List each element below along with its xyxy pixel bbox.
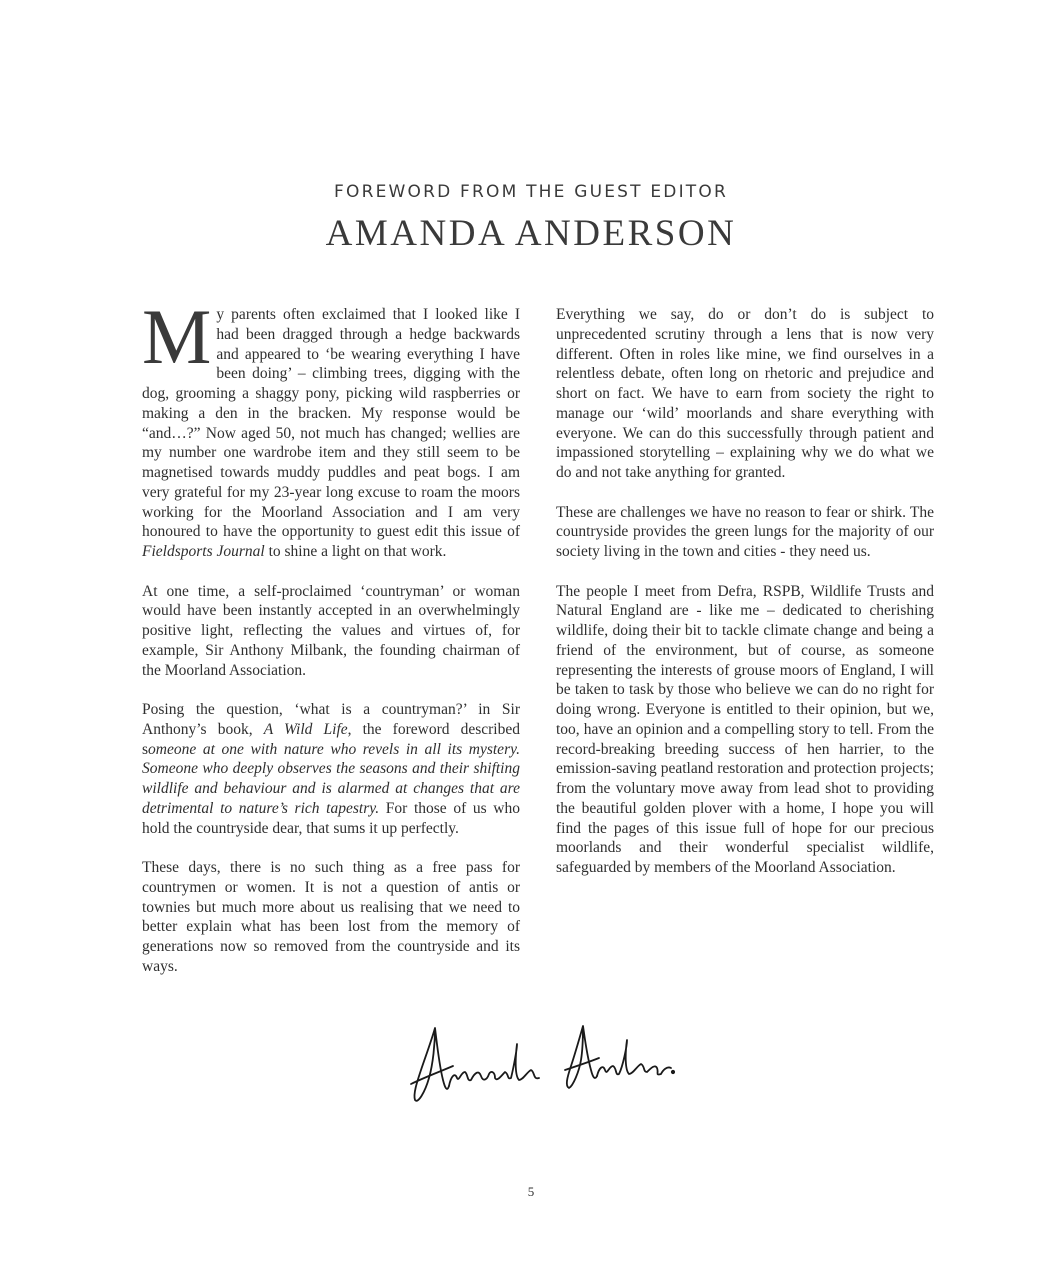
paragraph: These days, there is no such thing as a free pass for countrymen or women. It is not a question of antis or townies but much more about us realising that we need to better explain what has been lost from the memory of generations now so removed from the countryside and its ways.: [142, 859, 520, 975]
article-header: [0, 180, 1062, 256]
paragraph: At one time, a self-proclaimed ‘countryman’ or woman would have been instantly accepted in an overwhelmingly positive light, reflecting the values and virtues of, for example, Sir Anthony Milbank, the founding chairman of the Moorland Association.: [142, 582, 520, 679]
journal-title: Fieldsports Journal: [142, 543, 265, 560]
paragraph: Everything we say, do or don’t do is subject to unprecedented scrutiny through a lens that is now very different. Often in roles like mine, we find ourselves in a relentless debate, often long on rhetoric and prejudice and short on fact. We have to earn from society the right to manage our ‘wild’ moorlands and share everything with everyone. We can do this successfully through patient and impassioned storytelling – explaining why we do what we do and not take anything for granted.: [556, 306, 934, 481]
paragraph: The people I meet from Defra, RSPB, Wildlife Trusts and Natural England are - like me – dedicated to cherishing wildlife, doing their bit to tackle climate change and being a friend of the environment, but of course, as someone representing the interests of grouse moors of England, I will be taken to task by those who believe we can do no right for doing wrong. Everyone is entitled to their opinion, but we, too, have an opinion and a compelling story to tell. From the record-breaking breeding success of hen harrier, to the emission-saving peatland restoration and protection projects; from the voluntary move away from lead shot to providing the beautiful golden plover with a home, I hope you will find the pages of this issue full of hope for our precious moorlands and their wonderful specialist wildlife, safeguarded by members of the Moorland Association.: [556, 582, 934, 876]
quote: omeone at one with nature who revels in all its mystery. Someone who deeply observes the seasons and their shifting wildlife and behaviour and is alarmed at changes that are detrimental to nature’s rich tapestry.: [142, 740, 520, 817]
paragraph: Posing the question, ‘what is a countryman?’ in Sir Anthony’s book, A Wild Life, the foreword described someone at one with nature who revels in all its mystery. Someone who deeply observes the seasons and their shifting wildlife and behaviour and is alarmed at changes that are detrimental to nature’s rich tapestry. For those of us who hold the countryside dear, that sums it up perfectly.: [142, 701, 521, 837]
signature-graphic: [405, 1020, 675, 1110]
paragraph: My parents often exclaimed that I looked like I had been dragged through a hedge backwards and appeared to ‘be wearing everything I have been doing’ – climbing trees, digging with the dog, grooming a shaggy pony, picking wild raspberries or making a den in the bracken. My response would be “and…?” Now aged 50, not much has changed; wellies are my number one wardrobe item and they still seem to be magnetised towards muddy puddles and peat bogs. I am very grateful for my 23-year long excuse to roam the moors working for the Moorland Association and I am very honoured to have the opportunity to guest edit this issue of Fieldsports Journal to shine a light on that work.: [142, 293, 520, 560]
paragraph: These are challenges we have no reason to fear or shirk. The countryside provides the green lungs for the majority of our society living in the town and cities - they need us.: [556, 503, 934, 560]
author-name: AMANDA ANDERSON: [325, 213, 737, 254]
page-number: 5: [527, 1184, 535, 1199]
section-kicker: FOREWORD FROM THE GUEST EDITOR: [334, 182, 728, 202]
drop-cap: M: [142, 293, 212, 380]
signature: [405, 1020, 675, 1110]
right-column: [556, 305, 934, 898]
book-title: A Wild Life: [263, 720, 348, 738]
left-column: [142, 293, 521, 996]
